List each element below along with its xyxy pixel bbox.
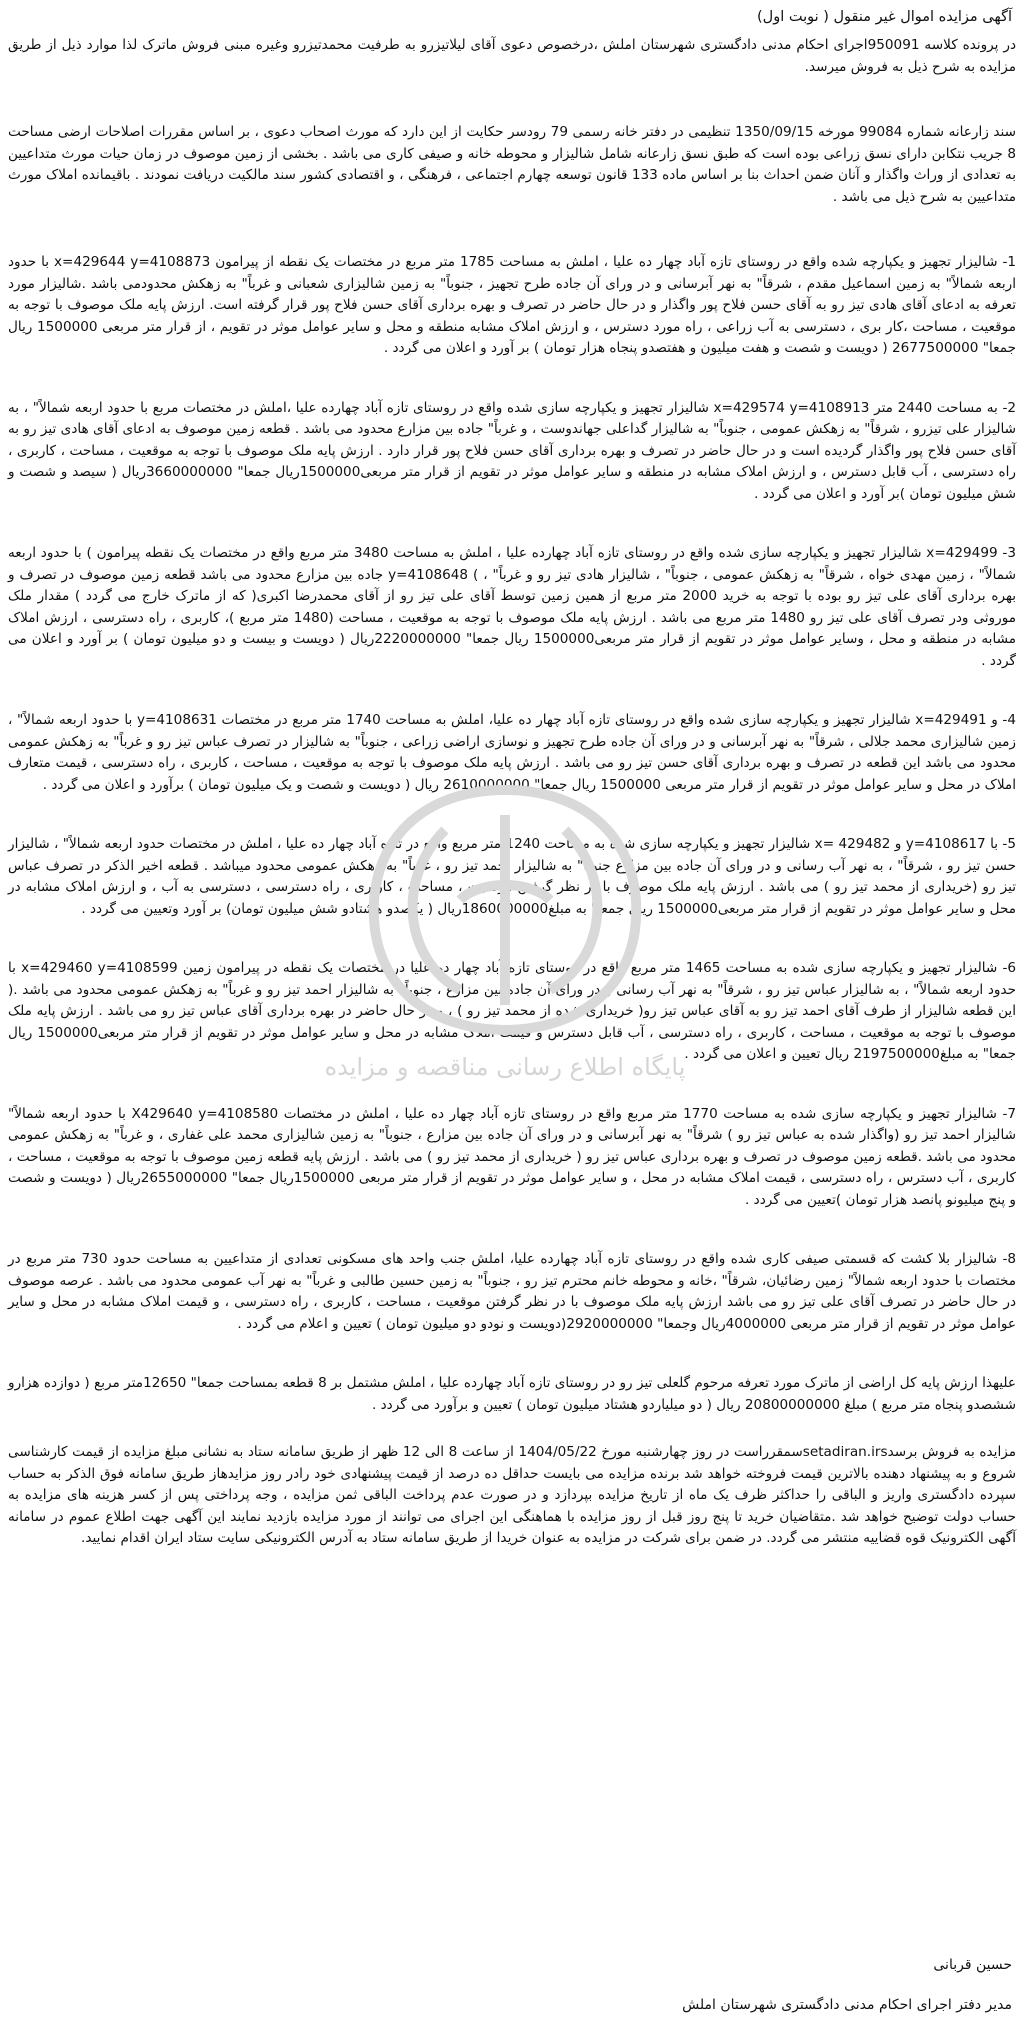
item-5: 5- با y=4108617 و x= 429482 شالیزار تجهیز و یکپارچه سازی شده به مساحت 1240 متر مربع واقع در تازه آباد چهار ده علیا ، املش در مختصات حدود اربعه شمالاً" ، شالیزار حسن تیز رو ، شرقاً" ، به نهر آب رسانی و در ورای آن جاده بین مزارع جنوباً" به شالیزار احمد تیز رو ، غرباً" به زهکش عمومی محدود میباشد . قطعه اخیر الذکر در تصرف عباس تیز رو (خریداری از محمد تیز رو ) می باشد . ارزش پایه ملک موصوف با در نظر گرفتن موقعیت ، مساحت ، کاربری ، راه دسترسی ، دسترسی به آب ، و ارزش املاک مشابه در محل و سایر عوامل موثر در تقویم از قرار متر مربعی1500000 ریال جمعا" به مبلغ1860000000ریال ( یکصدو هشتادو شش میلیون تومان) بر آورد وتعیین می گردد . [8,836,1016,917]
watermark-text: پایگاه اطلاع رسانی مناقصه و مزایده [324,1053,686,1081]
item-2: 2- به مساحت 2440 متر x=429574 y=4108913 شالیزار تجهیز و یکپارچه سازی شده واقع در روستای تازه آباد چهارده علیا ،املش در مختصات مربع با حدود اربعه شمالاً" ، به شالیزار علی تیزرو ، شرقاً" به زهکش عمومی ، جنوباً" به شالیزار گداعلی جهاندوست ، و غرباً" جاده بین مزارع محدود می باشد . قطعه زمین موصوف به ادعای آقای هادی تیز رو به آقای حسن فلاح پور واگذار گردیده است و در حال حاضر در تصرف و بهره برداری آقای حسن فلاح پور قرار دارد . ارزش پایه ملک موصوف با توجه به موقعیت ، مساحت ، کاربری ، راه دسترسی ، آب قابل دسترس ، و ارزش املاک مشابه در منطقه و سایر عوامل موثر در تقویم از قرار متر مربعی1500000ریال جمعا" 3660000000ریال ( سیصد و شصت و شش میلیون تومان )بر آورد و اعلان می گردد . [8,399,1017,502]
item-8: 8- شالیزار بلا کشت که قسمتی صیفی کاری شده واقع در روستای تازه آباد چهارده علیا، املش جنب واحد های مسکونی تعدادی از متداعیین به مساحت حدود 730 متر مربع در مختصات با حدود اربعه شمالاً" زمین رضائیان، شرقاً" ،خانه و محوطه خانم محترم تیز رو ، جنوباً" به زمین حسین طالبی و غرباً" به نهر آب عمومی محدود می باشد . عرصه موصوف در حال حاضر در تصرف آقای علی تیز رو می باشد ارزش پایه ملک موصوف با در نظر گرفتن موقعیت ، مساحت ، کاربری ، راه دسترسی ، و قیمت املاک مشابه در محل و سایر عوامل موثر در تقویم از قرار متر مربعی 4000000ریال وجمعا" 2920000000(دویست و نودو دو میلیون تومان ) تعیین و اعلام می گردد . [8,1251,1017,1332]
notice-header: آگهی مزایده اموال غیر منقول ( نوبت اول) [757,9,1012,25]
item-3: 3- x=429499 شالیزار تجهیز و یکپارچه سازی شده واقع در روستای تازه آباد چهارده علیا ، املش به مساحت 3480 متر مربع واقع در مختصات یک نقطه پیرامون ) با حدود اربعه شمالاً" ، زمین مهدی خواه ، شرقاً" به زهکش عمومی ، جنوباً" ، شالیزار هادی تیز رو و غرباً" ، ) y=4108648 جاده بین مزارع محدود می باشد قطعه زمین موصوف در تصرف و بهره برداری آقای علی تیز رو بوده با توجه به خرید 2000 متر مربع از همین زمین توسط آقای علی تیز رو از آقای محمدرضا اکبری( که از ماترک خارج می گردد ) مقدار ملک موروثی ودر تصرف آقای علی تیز رو 1480 متر مربع می باشد . ارزش پایه ملک موصوف با توجه به موقعیت ، مساحت (1480 متر مربع )، کاربری ، راه دسترسی ، ارزش املاک مشابه در منطقه و محل ، وسایر عوامل موثر در تقویم از قرار متر مربعی1500000 ریال جمعا" 2220000000ریال ( دویست و بیست و دو میلیون تومان ) بر آورد و اعلان می گردد . [8,545,1017,669]
item-1: 1- شالیزار تجهیز و یکپارچه شده واقع در روستای تازه آباد چهار ده علیا ، املش به مساحت 1785 متر مربع در مختصات یک نقطه از پیرامون x=429644 y=4108873 با حدود اربعه شمالاً" به زمین اسماعیل مقدم ، شرقاً" به نهر آبرسانی و در ورای آن جاده طرح تجهیز ، جنوباً" به زمین شالیزاری شعبانی و غرباً" به زهکش محدودمی باشد .شالیزار مورد تعرفه به ادعای آقای هادی تیز رو به آقای حسن فلاح پور واگذار و در حال حاضر در تصرف و بهره برداری آقای حسن فلاح پور قرار گرفته است. ارزش پایه ملک موصوف با توجه به موقعیت ، مساحت ،کار بری ، دسترسی به آب زراعی ، راه مورد دسترس ، و ارزش املاک مشابه منطقه و محل و سایر عوامل موثر در تقویم ، از قرار متر مربعی 1500000 ریال جمعا" 2677500000 ( دویست و شصت و هفت میلیون و هفتصدو پنجاه هزار تومان ) بر آورد و اعلان می گردد . [8,254,1017,356]
summary-paragraph: علیهذا ارزش پایه کل اراضی از ماترک مورد تعرفه مرحوم گلعلی تیز رو در روستای تازه آباد چهارده علیا ، املش مشتمل بر 8 قطعه بمساحت جمعا" 12650متر مربع ( دوازده هزارو ششصدو پنجاه متر مربع ) مبلغ 20800000000 ریال ( دو میلیاردو هشتاد میلیون تومان ) تعیین و برآورد می گردد . [8,1375,1016,1413]
deed-paragraph: سند زارعانه شماره 99084 مورخه 1350/09/15 تنظیمی در دفتر خانه رسمی 79 رودسر حکایت از این دارد که مورث اصحاب دعوی ، بر اساس مقررات اصلاحات ارضی مساحت 8 جریب نتکابن دارای نسق زراعی بوده است که طبق نسق زارعانه شامل شالیزار و محوطه خانه و صیفی کاری می باشد . بخشی از زمین موصوف در زمان حیات مورث متداعیین به تعدادی از وراث واگذار و آنان ضمن احداث بنا بر اساس ماده 133 قانون توسعه چهارم اجتماعی ، فرهنگی ، و اقتصادی کشور سند مالکیت دریافت نمودند . باقیمانده املاک مورث متداعیین به شرح ذیل می باشد . [8,124,1016,205]
item-6: 6- شالیزار تجهیز و یکپارچه سازی شده به مساحت 1465 متر مربع واقع در روستای تازه آباد چهار ده علیا در مختصات یک نقطه در پیرامون زمین x=429460 y=4108599 با حدود اربعه شمالاً" ، به شالیزار عباس تیز رو ، شرقاً" به نهر آب رسانی و در ورای آن جاده بین مزارع ، جنوباً" به شالیزار احمد تیز رو و غرباً" به زهکش عمومی محدود می باشد .( این قطعه شالیزار از طرف آقای احمد تیز رو به آقای عباس تیز رو( خریداری شده از محمد تیز رو ) ، و در حال حاضر در بهره برداری آقای عباس تیز رو می باشد . ارزش پایه ملک موصوف با توجه به موقعیت ، مساحت ، کاربری ، راه دسترسی ، آب قابل دسترس و قیمت املاک مشابه در محل و سایر عوامل موثر در تقویم از قرار متر مربعی1500000 ریال جمعا" به مبلغ2197500000 ریال تعیین و اعلان می گردد . [8,960,1017,1062]
item-4: 4- و x=429491 شالیزار تجهیز و یکپارچه سازی شده واقع در روستای تازه آباد چهار ده علیا، املش به مساحت 1740 متر مربع در مختصات y=4108631 با حدود اربعه شمالاً" ، زمین شالیزاری محمد جلالی ، شرقاً" به نهر آبرسانی و در ورای آن جاده طرح تجهیز و نوسازی اراضی زراعی ، جنوباً" به شالیزار در تصرف عباس تیز رو و غرباً" به زهکش عمومی محدود می باشد این قطعه در تصرف و بهره برداری آقای حسن تیز رو می باشد . ارزش پایه ملک موصوف با توجه به موقعیت ، مساحت ، کاربری ، راه دسترسی ، قیمت متعارف املاک در محل و سایر عوامل موثر در تقویم از قرار متر مربعی 1500000 ریال جمعا" 2610000000 ریال ( دویست و شصت و یک میلیون تومان ) برآورد و اعلان می گردد . [8,712,1016,793]
signatory-name: حسین قربانی [933,1957,1012,1973]
signatory-title: مدیر دفتر اجرای احکام مدنی دادگستری شهرستان املش [682,1997,1012,2013]
item-7: 7- شالیزار تجهیز و یکپارچه سازی شده به مساحت 1770 متر مربع واقع در روستای تازه آباد چهار ده علیا ، املش در مختصات X429640 y=4108580 با حدود اربعه شمالاً" شالیزار احمد تیز رو (واگذار شده به عباس تیز رو ) شرقاً" به نهر آبرسانی و در ورای آن جاده بین مزارع ، جنوباً" به زمین شالیزاری محمد علی غفاری ، و غرباً" به زهکش عمومی محدود می باشد .قطعه زمین موصوف در تصرف و بهره برداری عباس تیز رو ( خریداری از محمد تیز رو ) می باشد . ارزش پایه قطعه زمین موصوف با توجه به موقعیت ، مساحت ، کاربری ، آب دسترس ، راه دسترسی ، قیمت املاک مشابه در محل ، و سایر عوامل موثر در تقویم از قرار متر مربعی 1500000ریال جمعا" 2655000000ریال ( دویست و شصت و پنج میلیونو پانصد هزار تومان )تعیین می گردد . [8,1105,1017,1208]
signature-block [682,1952,1012,2032]
notice-intro: در پرونده کلاسه 950091اجرای احکام مدنی دادگستری شهرستان املش ،درخصوص دعوی آقای لیلاتیزرو به طرفیت محمدتیزرو وغیره مبنی فروش ماترک لذا موارد ذیل از طریق مزایده به شرح ذیل به فروش میرسد. [8,37,1016,75]
auction-terms-paragraph: مزایده به فروش برسدsetadiran.irsسمقرراست در روز چهارشنبه مورخ 1404/05/22 از ساعت 8 الی 12 ظهر از طریق سامانه ستاد به نشانی مبلغ مزایده از قیمت کارشناسی شروع و به پیشنهاد دهنده بالاترین قیمت فروخته خواهد شد برنده مزایده می بایست حداقل ده درصد از قیمت پیشنهادی خود رادر روز مزایدهاز طریق سامانه فوق الذکر به حساب سپرده دادگستری واریز و الباقی را حداکثر ظرف یک ماه از تاریخ مزایده بپردازد و در صورت عدم پرداخت الباقی ثمن مزایده ، وجه پرداختی پس از کسر هزینه های مزایده به حساب دولت توضیح خواهد شد .متقاضیان خرید تا پنج روز قبل از روز مزایده با هماهنگی این اجرای می توانند از مورد مزایده بازدید نمایند این آگهی جهت اطلاع عموم در سامانه آگهی الکترونیک قوه قضاییه منتشر می گردد. در ضمن برای شرکت در مزایده به عنوان خریدا از طریق سامانه ستاد به آدرس الکترونیکی سایت ستاد ایران اقدام نمایید. [8,1444,1017,1546]
